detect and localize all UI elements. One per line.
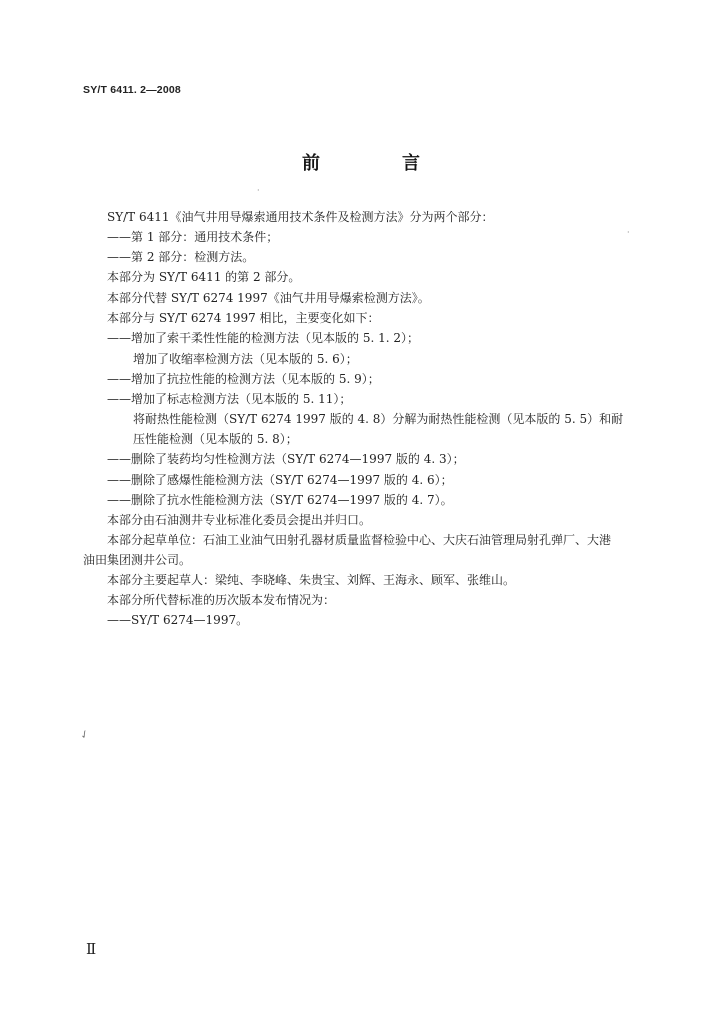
page-title: 前 言 [302,153,452,174]
text-line: 本部分起草单位：石油工业油气田射孔器材质量监督检验中心、大庆石油管理局射孔弹厂、大港 [107,533,612,547]
text-line: ——删除了感爆性能检测方法（SY/T 6274—1997 版的 4. 6）； [107,473,453,487]
text-line: 本部分代替 SY/T 6274 1997《油气井用导爆索检测方法》。 [107,291,430,305]
text-line: 压性能检测（见本版的 5. 8）； [133,432,298,446]
text-line: SY/T 6411《油气井用导爆索通用技术条件及检测方法》分为两个部分： [107,210,494,224]
text-line: ——第 1 部分：通用技术条件； [107,230,279,244]
scan-speck: · [257,186,260,195]
text-line: ——增加了索干柔性性能的检测方法（见本版的 5. 1. 2）； [107,331,419,345]
text-line: 本部分所代替标准的历次版本发布情况为： [107,593,336,607]
text-line: 油田集团测井公司。 [83,553,192,567]
text-line: ——删除了抗水性能检测方法（SY/T 6274—1997 版的 4. 7）。 [107,493,453,507]
text-line: ——SY/T 6274—1997。 [107,613,249,627]
scan-speck: · [627,228,630,237]
text-line: ——删除了装药均匀性检测方法（SY/T 6274—1997 版的 4. 3）； [107,452,465,466]
text-line: ——增加了标志检测方法（见本版的 5. 11）； [107,392,352,406]
text-line: 本部分为 SY/T 6411 的第 2 部分。 [107,270,301,284]
standard-code: SY/T 6411. 2—2008 [83,84,181,96]
text-line: 将耐热性能检测（SY/T 6274 1997 版的 4. 8）分解为耐热性能检测（见本版的 5. 5）和耐 [133,412,624,426]
text-line: 本部分与 SY/T 6274 1997 相比，主要变化如下： [107,311,380,325]
text-line: 本部分由石油测井专业标准化委员会提出并归口。 [107,513,372,527]
scan-mark: ✓ [77,726,92,743]
page-number: Ⅱ [86,940,97,958]
text-line: 增加了收缩率检测方法（见本版的 5. 6）； [133,352,358,366]
text-line: ——增加了抗拉性能的检测方法（见本版的 5. 9）； [107,372,380,386]
text-line: ——第 2 部分：检测方法。 [107,250,255,264]
text-line: 本部分主要起草人：梁纯、李晓峰、朱贵宝、刘辉、王海永、顾军、张维山。 [107,573,516,587]
